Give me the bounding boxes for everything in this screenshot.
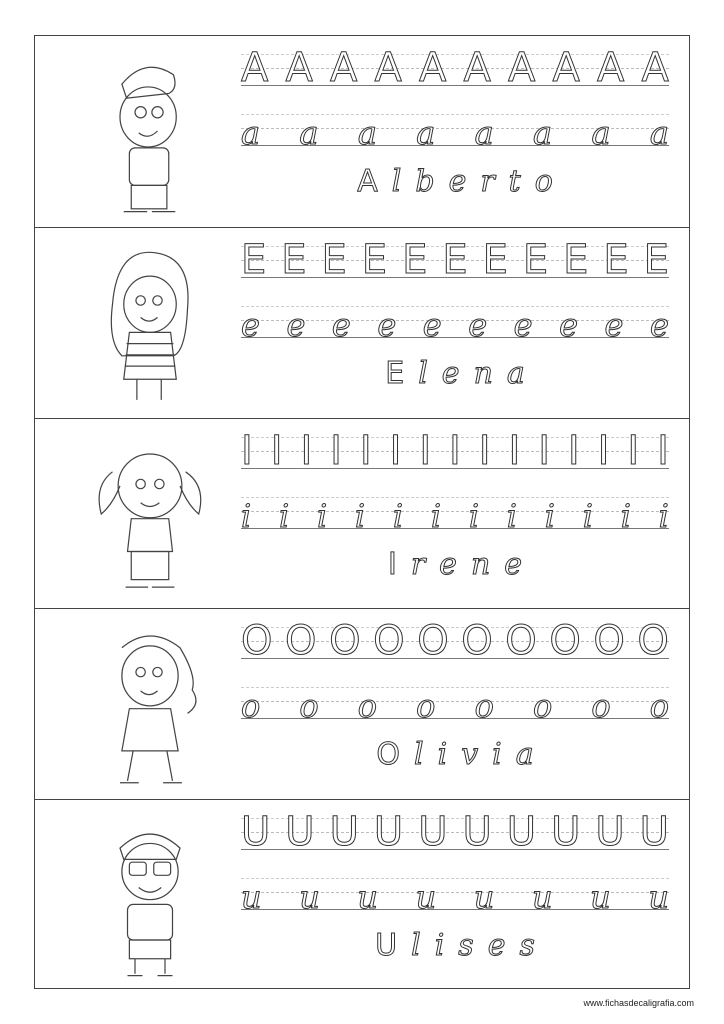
traceable-letter: a <box>357 114 377 152</box>
website-footer: www.fichasdecaligrafia.com <box>583 998 694 1008</box>
traceable-letter: i <box>658 496 669 535</box>
name-tracing <box>241 928 669 974</box>
traceable-letter: O <box>505 618 537 665</box>
traceable-letter: i <box>241 496 252 535</box>
traceable-letter: u <box>415 878 437 917</box>
traceable-letter: a <box>591 114 611 152</box>
traceable-letter: E <box>281 236 307 283</box>
traceable-letter: A <box>330 45 358 91</box>
traceable-letter: A <box>241 45 269 91</box>
traceable-letter: A <box>285 45 313 91</box>
name-letter: i <box>492 737 502 773</box>
traceable-letter: I <box>389 427 402 474</box>
name-letter: e <box>441 355 460 391</box>
girl-with-long-hair-illustration <box>75 234 225 412</box>
worksheet <box>34 35 690 989</box>
traceable-letter: A <box>419 45 447 91</box>
traceable-letter: E <box>361 236 388 283</box>
name-letter: e <box>439 546 457 582</box>
name-letter: O <box>376 737 400 773</box>
lower-tracing-line <box>241 302 669 342</box>
traceable-letter: O <box>549 618 581 665</box>
traceable-letter: i <box>430 496 442 535</box>
name-tracing <box>241 547 669 593</box>
lower-tracing-line <box>241 683 669 726</box>
traceable-letter: E <box>241 236 267 283</box>
name-letter: l <box>418 355 428 391</box>
traceable-letter: i <box>582 496 593 535</box>
traceable-letter: o <box>532 687 553 726</box>
name-letter: e <box>448 164 467 199</box>
traceable-letter: a <box>416 114 436 152</box>
traceable-letter: o <box>241 687 261 726</box>
name-letter: I <box>387 546 397 582</box>
traceable-letter: e <box>241 305 260 344</box>
traceable-letter: U <box>462 809 492 856</box>
lower-tracing-line <box>241 874 669 917</box>
traceable-letter: E <box>321 236 347 283</box>
traceable-letter: I <box>567 427 580 474</box>
name-letter: E <box>385 355 405 391</box>
traceable-letter: E <box>482 236 508 283</box>
traceable-letter: i <box>278 496 290 535</box>
name-letter: n <box>470 546 491 582</box>
tracing-lines <box>241 609 669 799</box>
traceable-letter: U <box>329 809 359 856</box>
name-letter: l <box>391 164 402 199</box>
tracing-lines <box>241 419 669 609</box>
practice-row <box>35 36 689 227</box>
traceable-letter: O <box>285 618 317 665</box>
upper-tracing-line <box>241 809 669 856</box>
practice-row <box>35 418 689 609</box>
name-letter: e <box>504 546 523 582</box>
name-letter: U <box>375 928 398 964</box>
traceable-letter: a <box>474 114 494 152</box>
traceable-letter: i <box>506 496 518 535</box>
tracing-lines <box>241 36 669 227</box>
traceable-letter: e <box>422 305 442 344</box>
traceable-letter: i <box>544 496 555 535</box>
name-letter: A <box>357 164 378 199</box>
traceable-letter: U <box>373 809 404 856</box>
traceable-letter: O <box>461 618 493 665</box>
traceable-letter: A <box>597 45 625 91</box>
traceable-letter: O <box>593 618 625 665</box>
traceable-letter: e <box>331 305 351 344</box>
traceable-letter: E <box>643 236 669 283</box>
traceable-letter: u <box>299 878 320 917</box>
traceable-letter: O <box>637 618 669 665</box>
traceable-letter: e <box>604 305 624 344</box>
name-letter: s <box>519 928 535 964</box>
name-letter: i <box>434 928 445 964</box>
name-letter: b <box>415 164 435 199</box>
traceable-letter: A <box>641 45 669 91</box>
name-letter: s <box>458 928 474 964</box>
boy-with-glasses-illustration <box>75 806 225 984</box>
traceable-letter: i <box>468 496 480 535</box>
practice-row <box>35 799 689 990</box>
upper-tracing-line <box>241 45 669 91</box>
traceable-letter: I <box>330 427 342 474</box>
traceable-letter: e <box>513 305 533 344</box>
traceable-letter: I <box>597 427 610 474</box>
traceable-letter: i <box>392 496 404 535</box>
traceable-letter: I <box>657 427 669 474</box>
name-letter: t <box>508 164 521 199</box>
traceable-letter: E <box>522 236 549 283</box>
upper-tracing-line <box>241 618 669 665</box>
traceable-letter: U <box>639 809 669 856</box>
name-letter: r <box>480 164 495 199</box>
traceable-letter: A <box>552 45 580 91</box>
traceable-letter: u <box>531 878 553 917</box>
boy-with-cap-illustration <box>75 42 225 220</box>
lower-tracing-line <box>241 110 669 150</box>
traceable-letter: e <box>286 305 306 344</box>
upper-tracing-line <box>241 236 669 283</box>
traceable-letter: I <box>300 427 313 474</box>
traceable-letter: A <box>374 45 402 91</box>
traceable-letter: u <box>241 878 262 917</box>
traceable-letter: e <box>559 305 578 344</box>
name-letter: o <box>534 164 553 199</box>
traceable-letter: I <box>241 427 253 474</box>
traceable-letter: U <box>506 809 537 856</box>
name-letter: r <box>410 546 426 582</box>
traceable-letter: o <box>299 687 319 726</box>
traceable-letter: a <box>241 114 261 152</box>
traceable-letter: a <box>649 114 669 152</box>
practice-row <box>35 608 689 799</box>
traceable-letter: e <box>649 305 669 344</box>
traceable-letter: i <box>316 496 328 535</box>
upper-tracing-line <box>241 427 669 474</box>
girl-with-ponytail-illustration <box>75 615 225 793</box>
traceable-letter: i <box>354 496 366 535</box>
traceable-letter: U <box>595 809 625 856</box>
name-letter: l <box>413 737 424 773</box>
traceable-letter: O <box>373 618 405 665</box>
girl-with-pigtails-illustration <box>75 425 225 603</box>
traceable-letter: I <box>419 427 432 474</box>
traceable-letter: o <box>649 687 669 726</box>
traceable-letter: o <box>357 687 378 726</box>
name-tracing <box>241 737 669 783</box>
traceable-letter: U <box>551 809 581 856</box>
name-letter: e <box>487 928 506 964</box>
traceable-letter: I <box>627 427 640 474</box>
traceable-letter: a <box>299 114 319 152</box>
traceable-letter: A <box>463 45 491 91</box>
traceable-letter: O <box>329 618 361 665</box>
traceable-letter: a <box>533 114 553 152</box>
traceable-letter: e <box>468 305 488 344</box>
traceable-letter: U <box>285 809 315 856</box>
name-letter: n <box>473 355 493 391</box>
traceable-letter: E <box>402 236 428 283</box>
traceable-letter: I <box>478 427 491 474</box>
traceable-letter: U <box>418 809 448 856</box>
traceable-letter: u <box>473 878 495 917</box>
tracing-lines <box>241 228 669 418</box>
traceable-letter: U <box>241 809 271 856</box>
lower-tracing-line <box>241 493 669 533</box>
name-tracing <box>241 164 669 210</box>
traceable-letter: I <box>449 427 461 474</box>
traceable-letter: E <box>563 236 589 283</box>
traceable-letter: u <box>590 878 611 917</box>
name-letter: l <box>411 928 421 964</box>
traceable-letter: u <box>648 878 669 917</box>
traceable-letter: A <box>508 45 536 91</box>
practice-row <box>35 227 689 418</box>
traceable-letter: E <box>603 236 629 283</box>
traceable-letter: o <box>416 687 436 726</box>
name-letter: a <box>506 355 525 391</box>
name-letter: i <box>437 737 448 773</box>
traceable-letter: e <box>377 305 397 344</box>
name-letter: v <box>461 737 479 773</box>
traceable-letter: u <box>357 878 378 917</box>
traceable-letter: o <box>591 687 611 726</box>
traceable-letter: I <box>359 427 372 474</box>
traceable-letter: o <box>474 687 494 726</box>
traceable-letter: O <box>241 618 273 665</box>
name-tracing <box>241 356 669 402</box>
traceable-letter: I <box>538 427 550 474</box>
traceable-letter: E <box>442 236 468 283</box>
name-letter: a <box>515 737 534 773</box>
tracing-lines <box>241 800 669 990</box>
traceable-letter: O <box>417 618 449 665</box>
traceable-letter: i <box>620 496 631 535</box>
traceable-letter: I <box>270 427 283 474</box>
traceable-letter: I <box>508 427 521 474</box>
